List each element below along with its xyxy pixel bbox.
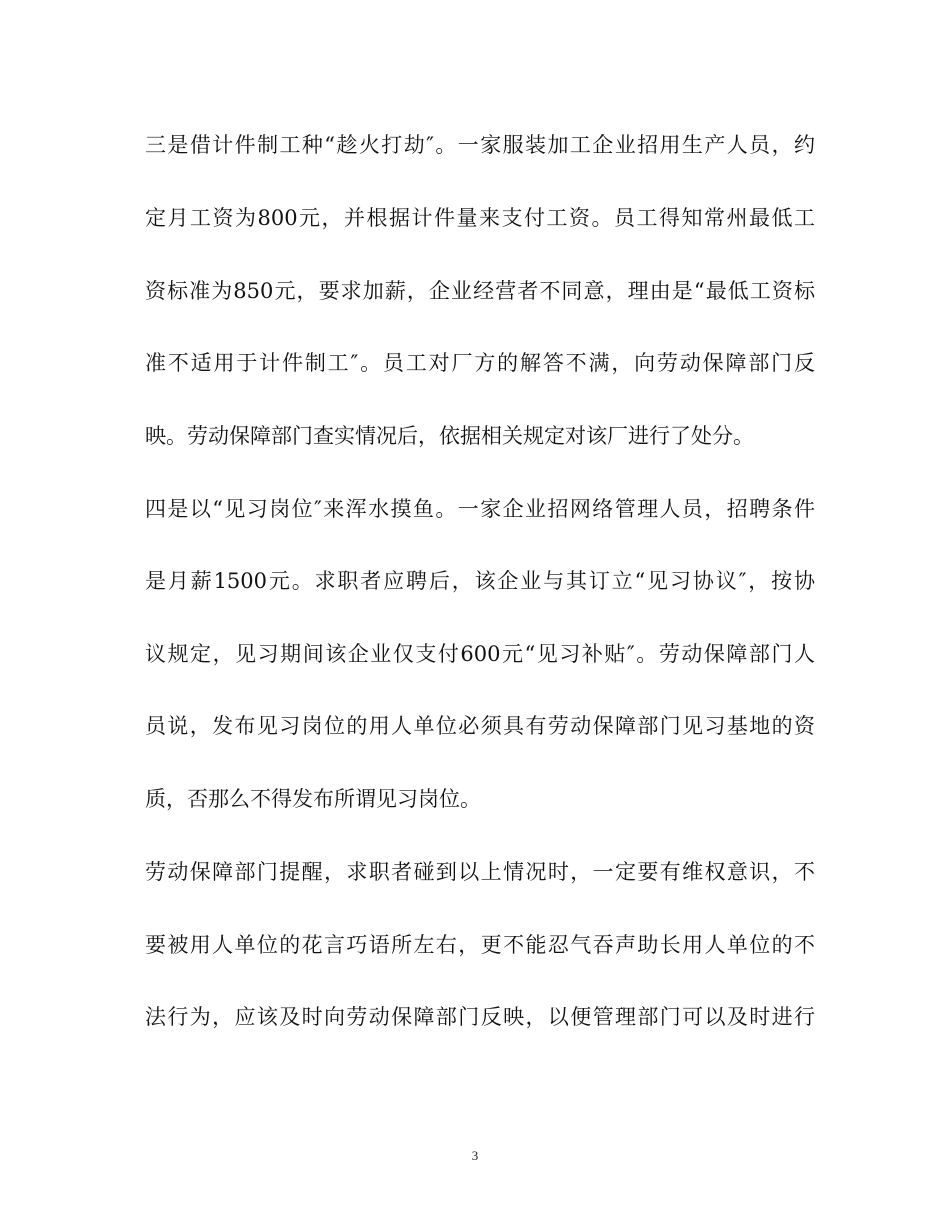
text-line-12: 要被用人单位的花言巧语所左右，更不能忍气吞声助长用人单位的不 xyxy=(145,933,815,957)
text-line-10: 质，否那么不得发布所谓见习岗位。 xyxy=(145,787,481,811)
text-line-5: 映。劳动保障部门查实情况后，依据相关规定对该厂进行了处分。 xyxy=(145,424,754,448)
text-line-3: 资标准为850元，要求加薪，企业经营者不同意，理由是“最低工资标 xyxy=(145,279,815,303)
text-line-1: 三是借计件制工种“趁火打劫″。一家服装加工企业招用生产人员，约 xyxy=(145,133,815,157)
text-line-9: 员说，发布见习岗位的用人单位必须具有劳动保障部门见习基地的资 xyxy=(145,714,815,738)
text-line-7: 是月薪1500元。求职者应聘后，该企业与其订立“见习协议″，按协 xyxy=(145,569,815,593)
text-line-13: 法行为，应该及时向劳动保障部门反映，以便管理部门可以及时进行 xyxy=(145,1005,815,1029)
text-line-8: 议规定，见习期间该企业仅支付600元“见习补贴″。劳动保障部门人 xyxy=(145,642,815,666)
text-line-4: 准不适用于计件制工″。员工对厂方的解答不满，向劳动保障部门反 xyxy=(145,351,815,375)
text-line-2: 定月工资为800元，并根据计件量来支付工资。员工得知常州最低工 xyxy=(145,206,815,230)
text-line-6: 四是以“见习岗位″来浑水摸鱼。一家企业招网络管理人员，招聘条件 xyxy=(145,497,815,521)
text-line-11: 劳动保障部门提醒，求职者碰到以上情况时，一定要有维权意识，不 xyxy=(145,860,815,884)
page-number: 3 xyxy=(471,1148,479,1163)
